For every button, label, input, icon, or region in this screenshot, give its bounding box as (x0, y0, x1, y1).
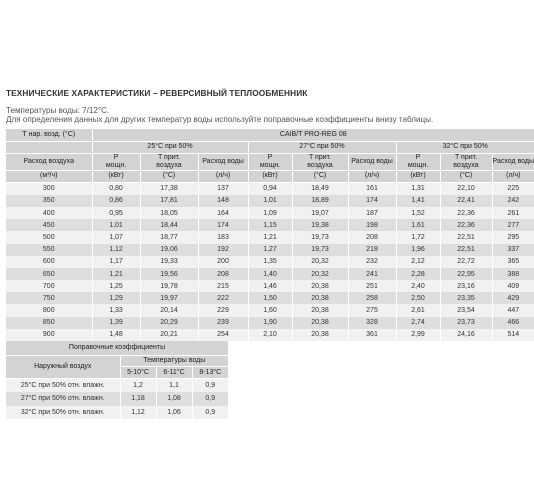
air-flow-cell: 350 (6, 195, 92, 207)
table-cell: 17,81 (140, 195, 198, 207)
table-cell: 20,32 (292, 256, 348, 268)
temp-unit: (°C) (292, 170, 348, 182)
table-cell: 23,16 (440, 280, 492, 292)
table-cell: 2,12 (396, 256, 440, 268)
table-cell: 20,32 (292, 268, 348, 280)
water-flow-unit: (л/ч) (198, 170, 248, 182)
temp-unit: (°C) (440, 170, 492, 182)
table-cell: 187 (348, 207, 396, 219)
water-temp-col: 6-11°С (156, 366, 192, 378)
table-row (6, 207, 534, 219)
table-row (6, 182, 534, 195)
group-header-32: 32°C при 50% (396, 141, 534, 153)
table-cell: 18,44 (140, 219, 198, 231)
air-flow-cell: 550 (6, 244, 92, 256)
power-header: P мощн. (92, 153, 140, 170)
coefficient-cell: 1,06 (156, 406, 192, 420)
table-cell: 1,21 (92, 268, 140, 280)
performance-table (6, 129, 534, 341)
table-cell: 1,96 (396, 244, 440, 256)
air-flow-cell: 700 (6, 280, 92, 292)
table-cell: 1,33 (92, 304, 140, 316)
table-row (6, 244, 534, 256)
table-cell: 2,10 (248, 329, 292, 341)
air-flow-cell: 800 (6, 304, 92, 316)
outdoor-temp-header: Т нар. возд. (°C) (6, 129, 92, 141)
air-flow-cell: 750 (6, 292, 92, 304)
table-cell: 19,33 (140, 256, 198, 268)
table-cell: 20,29 (140, 317, 198, 329)
table-cell: 200 (198, 256, 248, 268)
table-cell: 183 (198, 231, 248, 243)
table-cell: 1,61 (396, 219, 440, 231)
coefficient-cell: 1,08 (156, 392, 192, 406)
table-row (6, 280, 534, 292)
table-cell: 254 (198, 329, 248, 341)
water-flow-unit: (л/ч) (492, 170, 534, 182)
table-cell: 24,16 (440, 329, 492, 341)
table-cell: 1,35 (248, 256, 292, 268)
page-title: ТЕХНИЧЕСКИЕ ХАРАКТЕРИСТИКИ – РЕВЕРСИВНЫЙ ТЕПЛООБМЕННИК (6, 88, 308, 98)
table-cell: 225 (492, 182, 534, 195)
table-cell: 232 (348, 256, 396, 268)
table-cell: 17,38 (140, 182, 198, 195)
correction-title: Поправочные коэффициенты (6, 341, 228, 355)
table-cell: 174 (348, 195, 396, 207)
table-cell: 20,38 (292, 292, 348, 304)
table-cell: 22,10 (440, 182, 492, 195)
table-cell: 22,95 (440, 268, 492, 280)
table-cell: 241 (348, 268, 396, 280)
water-flow-unit: (л/ч) (348, 170, 396, 182)
table-cell: 239 (198, 317, 248, 329)
coefficient-cell: 0,9 (192, 392, 228, 406)
power-unit: (кВт) (92, 170, 140, 182)
table-cell: 388 (492, 268, 534, 280)
table-cell: 251 (348, 280, 396, 292)
power-unit: (кВт) (248, 170, 292, 182)
table-cell: 215 (198, 280, 248, 292)
table-cell: 2,74 (396, 317, 440, 329)
air-flow-cell: 450 (6, 219, 92, 231)
table-cell: 23,73 (440, 317, 492, 329)
table-row (6, 304, 534, 316)
table-cell: 218 (348, 244, 396, 256)
table-cell: 23,35 (440, 292, 492, 304)
outdoor-condition-cell: 25°C при 50% отн. влажн. (6, 378, 120, 392)
table-cell: 1,46 (248, 280, 292, 292)
correction-note: Для определения данных для других температур воды используйте поправочные коэффициенты внизу таблицы. (6, 115, 434, 124)
table-cell: 261 (492, 207, 534, 219)
table-cell: 337 (492, 244, 534, 256)
table-cell: 2,28 (396, 268, 440, 280)
coefficient-cell: 1,2 (120, 378, 156, 392)
table-cell: 1,90 (248, 317, 292, 329)
outdoor-air-header: Наружный воздух (6, 355, 120, 378)
table-cell: 1,72 (396, 231, 440, 243)
table-cell: 18,77 (140, 231, 198, 243)
table-cell: 192 (198, 244, 248, 256)
table-cell: 18,49 (292, 182, 348, 195)
table-row (6, 256, 534, 268)
table-cell: 22,36 (440, 207, 492, 219)
power-unit: (кВт) (396, 170, 440, 182)
water-temp-header: Температуры воды (120, 355, 228, 366)
table-cell: 1,41 (396, 195, 440, 207)
outdoor-condition-cell: 32°C при 50% отн. влажн. (6, 406, 120, 420)
model-header: CAIB/T PRO-REG 08 (92, 129, 534, 141)
table-row (6, 317, 534, 329)
table-cell: 20,38 (292, 304, 348, 316)
table-cell: 229 (198, 304, 248, 316)
table-cell: 1,12 (92, 244, 140, 256)
table-cell: 466 (492, 317, 534, 329)
table-cell: 19,07 (292, 207, 348, 219)
table-cell: 208 (198, 268, 248, 280)
table-cell: 19,06 (140, 244, 198, 256)
table-row (6, 195, 534, 207)
group-header-25: 25°C при 50% (92, 141, 248, 153)
table-cell: 1,52 (396, 207, 440, 219)
coefficient-cell: 0,9 (192, 378, 228, 392)
table-cell: 1,21 (248, 231, 292, 243)
table-cell: 137 (198, 182, 248, 195)
table-cell: 1,50 (248, 292, 292, 304)
table-cell: 1,09 (248, 207, 292, 219)
table-cell: 1,29 (92, 292, 140, 304)
table-cell: 22,36 (440, 219, 492, 231)
table-cell: 1,39 (92, 317, 140, 329)
table-cell: 1,25 (92, 280, 140, 292)
table-cell: 2,61 (396, 304, 440, 316)
air-flow-cell: 650 (6, 268, 92, 280)
table-cell: 222 (198, 292, 248, 304)
table-cell: 18,05 (140, 207, 198, 219)
power-header: P мощн. (248, 153, 292, 170)
coefficient-cell: 1,1 (156, 378, 192, 392)
supply-temp-header: T прит. воздуха (140, 153, 198, 170)
table-cell: 365 (492, 256, 534, 268)
table-cell: 1,17 (92, 256, 140, 268)
table-cell: 20,38 (292, 280, 348, 292)
table-cell: 1,27 (248, 244, 292, 256)
table-cell: 22,41 (440, 195, 492, 207)
table-cell: 361 (348, 329, 396, 341)
table-cell: 0,95 (92, 207, 140, 219)
table-cell: 1,15 (248, 219, 292, 231)
table-cell: 2,40 (396, 280, 440, 292)
temp-unit: (°C) (140, 170, 198, 182)
coefficient-cell: 1,18 (120, 392, 156, 406)
water-temp-col: 8-13°С (192, 366, 228, 378)
table-cell: 22,51 (440, 231, 492, 243)
table-cell: 1,01 (92, 219, 140, 231)
table-cell: 161 (348, 182, 396, 195)
table-cell: 19,56 (140, 268, 198, 280)
table-cell: 295 (492, 231, 534, 243)
table-row (6, 231, 534, 243)
table-cell: 2,99 (396, 329, 440, 341)
table-row (6, 406, 228, 420)
table-cell: 19,38 (292, 219, 348, 231)
air-flow-cell: 500 (6, 231, 92, 243)
water-temp-note: Температуры воды: 7/12°С. (6, 106, 110, 115)
air-flow-cell: 900 (6, 329, 92, 341)
water-flow-header: Расход воды (348, 153, 396, 170)
table-row (6, 329, 534, 341)
table-cell: 258 (348, 292, 396, 304)
table-cell: 1,01 (248, 195, 292, 207)
table-cell: 19,73 (292, 244, 348, 256)
coefficient-cell: 0,9 (192, 406, 228, 420)
table-cell: 275 (348, 304, 396, 316)
table-cell: 23,54 (440, 304, 492, 316)
table-cell: 19,73 (292, 231, 348, 243)
table-cell: 447 (492, 304, 534, 316)
table-row (6, 392, 228, 406)
air-flow-cell: 600 (6, 256, 92, 268)
table-cell: 328 (348, 317, 396, 329)
supply-temp-header: T прит. воздуха (292, 153, 348, 170)
table-cell: 1,31 (396, 182, 440, 195)
air-flow-cell: 400 (6, 207, 92, 219)
coefficient-cell: 1,12 (120, 406, 156, 420)
table-cell: 1,40 (248, 268, 292, 280)
table-cell: 1,60 (248, 304, 292, 316)
table-cell: 198 (348, 219, 396, 231)
table-cell: 20,14 (140, 304, 198, 316)
table-cell: 20,38 (292, 317, 348, 329)
table-cell: 148 (198, 195, 248, 207)
table-cell: 19,97 (140, 292, 198, 304)
table-cell: 0,94 (248, 182, 292, 195)
table-cell: 429 (492, 292, 534, 304)
table-row (6, 268, 534, 280)
table-cell: 1,07 (92, 231, 140, 243)
air-flow-cell: 300 (6, 182, 92, 195)
correction-table (6, 341, 228, 419)
power-header: P мощн. (396, 153, 440, 170)
table-cell: 174 (198, 219, 248, 231)
table-cell: 514 (492, 329, 534, 341)
air-flow-cell: 850 (6, 317, 92, 329)
group-header-27: 27°C при 50% (248, 141, 396, 153)
table-cell: 19,78 (140, 280, 198, 292)
table-cell: 2,50 (396, 292, 440, 304)
table-cell: 277 (492, 219, 534, 231)
outdoor-condition-cell: 27°C при 50% отн. влажн. (6, 392, 120, 406)
table-cell: 18,89 (292, 195, 348, 207)
table-cell: 164 (198, 207, 248, 219)
table-row (6, 219, 534, 231)
table-row (6, 378, 228, 392)
water-flow-header: Расход воды (198, 153, 248, 170)
table-cell: 1,48 (92, 329, 140, 341)
table-row (6, 292, 534, 304)
table-cell: 208 (348, 231, 396, 243)
table-cell: 242 (492, 195, 534, 207)
air-flow-unit: (м³/ч) (6, 170, 92, 182)
water-temp-col: 5-10°С (120, 366, 156, 378)
table-cell: 0,80 (92, 182, 140, 195)
air-flow-header: Расход воздуха (6, 153, 92, 170)
table-cell: 409 (492, 280, 534, 292)
supply-temp-header: T прит. воздуха (440, 153, 492, 170)
water-flow-header: Расход воды (492, 153, 534, 170)
table-cell: 0,86 (92, 195, 140, 207)
table-cell: 20,21 (140, 329, 198, 341)
table-cell: 20,38 (292, 329, 348, 341)
table-cell: 22,72 (440, 256, 492, 268)
table-cell: 22,51 (440, 244, 492, 256)
